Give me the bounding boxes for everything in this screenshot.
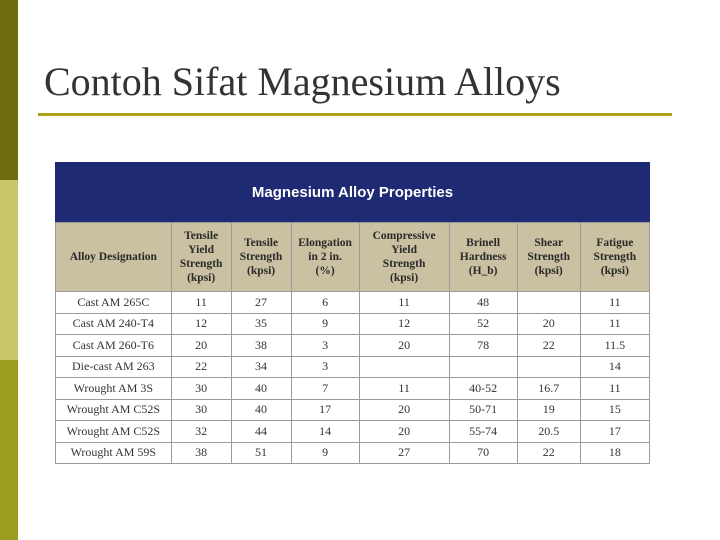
column-header bbox=[56, 223, 172, 292]
alloy-name-cell: Cast AM 240-T4 bbox=[56, 313, 172, 335]
table-cell: 20 bbox=[517, 313, 580, 335]
table-cell: 70 bbox=[449, 442, 517, 464]
table-cell: 11.5 bbox=[580, 335, 649, 357]
table-row bbox=[56, 313, 650, 335]
alloy-name-cell: Wrought AM 59S bbox=[56, 442, 172, 464]
table-cell: 18 bbox=[580, 442, 649, 464]
column-header-line: (kpsi) bbox=[534, 265, 563, 277]
column-header-line: (kpsi) bbox=[246, 265, 276, 277]
table-row bbox=[56, 399, 650, 421]
table-cell: 11 bbox=[359, 292, 449, 314]
column-header-line: (kpsi) bbox=[390, 272, 419, 284]
table-cell: 11 bbox=[580, 378, 649, 400]
column-header-line: Elongation bbox=[298, 237, 352, 249]
column-header-line: Shear bbox=[534, 237, 564, 249]
column-header-line: Strength bbox=[239, 251, 283, 263]
table-cell: 78 bbox=[449, 335, 517, 357]
table-cell bbox=[517, 292, 580, 314]
table-cell: 50-71 bbox=[449, 399, 517, 421]
column-header-line: Alloy Designation bbox=[69, 251, 157, 263]
table-cell: 3 bbox=[291, 335, 359, 357]
column-header-line: Compressive bbox=[372, 230, 436, 242]
table-cell: 52 bbox=[449, 313, 517, 335]
column-header-line: Tensile bbox=[244, 237, 279, 249]
table-cell: 20 bbox=[359, 399, 449, 421]
column-header bbox=[291, 223, 359, 292]
column-header-line: (%) bbox=[315, 265, 335, 277]
column-header-line: Fatigue bbox=[596, 237, 634, 249]
table-cell: 40 bbox=[231, 399, 291, 421]
table-cell bbox=[449, 356, 517, 378]
table-cell: 15 bbox=[580, 399, 649, 421]
table-cell: 12 bbox=[171, 313, 231, 335]
accent-bar-middle bbox=[0, 180, 18, 360]
table-cell: 19 bbox=[517, 399, 580, 421]
table-cell: 38 bbox=[231, 335, 291, 357]
table-row bbox=[56, 378, 650, 400]
table-cell: 11 bbox=[171, 292, 231, 314]
table-row bbox=[56, 335, 650, 357]
table-row bbox=[56, 292, 650, 314]
table-cell: 38 bbox=[171, 442, 231, 464]
table-cell: 20 bbox=[359, 335, 449, 357]
table-cell: 40-52 bbox=[449, 378, 517, 400]
slide-title: Contoh Sifat Magnesium Alloys bbox=[44, 59, 561, 104]
table-banner: Magnesium Alloy Properties bbox=[55, 162, 650, 222]
table-cell: 22 bbox=[171, 356, 231, 378]
column-header bbox=[580, 223, 649, 292]
table-cell: 11 bbox=[359, 378, 449, 400]
table-cell bbox=[517, 356, 580, 378]
table-cell: 12 bbox=[359, 313, 449, 335]
column-header-line: Strength bbox=[179, 258, 223, 270]
table-cell: 22 bbox=[517, 335, 580, 357]
alloy-name-cell: Cast AM 260-T6 bbox=[56, 335, 172, 357]
column-header-line: Tensile bbox=[184, 230, 219, 242]
table-cell: 6 bbox=[291, 292, 359, 314]
accent-bar-top bbox=[0, 0, 18, 180]
column-header-line: (H_b) bbox=[468, 265, 498, 277]
column-header-line: Yield bbox=[188, 244, 215, 256]
alloy-name-cell: Wrought AM C52S bbox=[56, 421, 172, 443]
column-header-line: (kpsi) bbox=[600, 265, 629, 277]
table-cell: 14 bbox=[291, 421, 359, 443]
column-header-line: in 2 in. bbox=[308, 251, 342, 263]
header-row bbox=[56, 223, 650, 292]
table-cell: 11 bbox=[580, 313, 649, 335]
table-cell: 17 bbox=[291, 399, 359, 421]
accent-bar-bottom bbox=[0, 360, 18, 540]
column-header bbox=[171, 223, 231, 292]
table-cell: 7 bbox=[291, 378, 359, 400]
alloy-properties-figure bbox=[55, 162, 650, 462]
column-header bbox=[449, 223, 517, 292]
table-cell: 3 bbox=[291, 356, 359, 378]
alloy-name-cell: Cast AM 265C bbox=[56, 292, 172, 314]
column-header-line: (kpsi) bbox=[187, 272, 216, 284]
column-header-line: Hardness bbox=[459, 251, 507, 263]
table-cell: 9 bbox=[291, 313, 359, 335]
table-cell: 30 bbox=[171, 399, 231, 421]
column-header bbox=[359, 223, 449, 292]
table-row bbox=[56, 356, 650, 378]
alloy-properties-table bbox=[55, 222, 650, 464]
table-cell: 27 bbox=[231, 292, 291, 314]
table-cell: 51 bbox=[231, 442, 291, 464]
table-cell: 40 bbox=[231, 378, 291, 400]
table-cell: 30 bbox=[171, 378, 231, 400]
table-cell: 32 bbox=[171, 421, 231, 443]
table-cell: 55-74 bbox=[449, 421, 517, 443]
table-cell: 48 bbox=[449, 292, 517, 314]
table-cell: 14 bbox=[580, 356, 649, 378]
table-cell: 27 bbox=[359, 442, 449, 464]
column-header bbox=[517, 223, 580, 292]
table-cell: 9 bbox=[291, 442, 359, 464]
table-row bbox=[56, 442, 650, 464]
column-header-line: Strength bbox=[527, 251, 571, 263]
alloy-name-cell: Die-cast AM 263 bbox=[56, 356, 172, 378]
alloy-name-cell: Wrought AM 3S bbox=[56, 378, 172, 400]
table-cell: 16.7 bbox=[517, 378, 580, 400]
title-underline bbox=[38, 113, 672, 116]
table-cell: 20 bbox=[359, 421, 449, 443]
column-header-line: Strength bbox=[593, 251, 637, 263]
table-cell: 22 bbox=[517, 442, 580, 464]
column-header bbox=[231, 223, 291, 292]
table-cell: 35 bbox=[231, 313, 291, 335]
table-cell: 17 bbox=[580, 421, 649, 443]
table-row bbox=[56, 421, 650, 443]
column-header-line: Strength bbox=[382, 258, 426, 270]
table-cell: 44 bbox=[231, 421, 291, 443]
column-header-line: Yield bbox=[391, 244, 417, 256]
table-cell: 20 bbox=[171, 335, 231, 357]
table-cell bbox=[359, 356, 449, 378]
alloy-name-cell: Wrought AM C52S bbox=[56, 399, 172, 421]
table-cell: 20.5 bbox=[517, 421, 580, 443]
column-header-line: Brinell bbox=[466, 237, 501, 249]
table-cell: 11 bbox=[580, 292, 649, 314]
table-cell: 34 bbox=[231, 356, 291, 378]
